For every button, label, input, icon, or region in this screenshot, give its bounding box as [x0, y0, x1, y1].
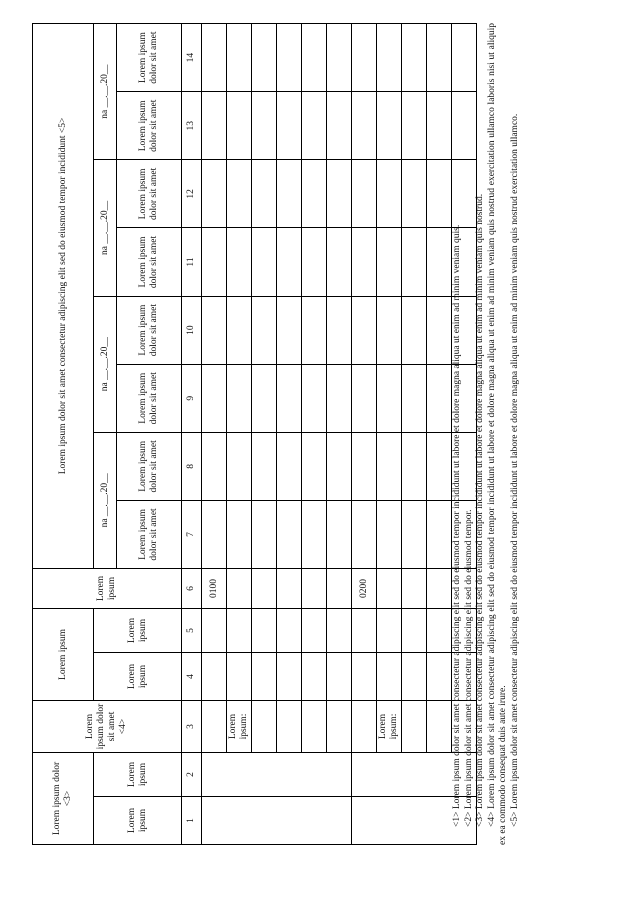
unit-header: Lorem ipsum [33, 608, 94, 700]
okei-code-cell [377, 608, 402, 652]
value-cell [227, 92, 252, 160]
row-code-cell: 0100 [202, 568, 227, 608]
value-cell [252, 500, 277, 568]
row-code-cell [377, 568, 402, 608]
direction-name-cell [202, 797, 352, 845]
value-cell [302, 364, 327, 432]
row-code-cell [427, 568, 452, 608]
value-cell [202, 160, 227, 228]
column-number: 11 [182, 228, 202, 296]
row-code-cell [402, 568, 427, 608]
row-code-cell [327, 568, 352, 608]
value-cell [252, 432, 277, 500]
value-cell [227, 228, 252, 296]
value-cell [327, 160, 352, 228]
planned-results-table [32, 23, 477, 845]
okei-code-cell [327, 608, 352, 652]
from-year-start-header: Lorem ipsum dolor sit amet [117, 432, 182, 500]
unit-name-cell [202, 652, 227, 700]
including-label: Lorem ipsum: [377, 700, 402, 752]
column-number: 5 [182, 608, 202, 652]
table-row [352, 24, 377, 845]
okei-code-cell [227, 608, 252, 652]
value-cell [352, 500, 377, 568]
table-row [227, 24, 252, 845]
value-cell [377, 432, 402, 500]
bk-code-header: Lorem ipsum [94, 752, 182, 796]
value-cell [427, 92, 452, 160]
value-cell [352, 92, 377, 160]
value-cell [227, 500, 252, 568]
period-c-header: na __.__.20__ [94, 160, 117, 296]
unit-name-cell [377, 652, 402, 700]
value-cell [277, 296, 302, 364]
value-cell [327, 228, 352, 296]
column-number: 9 [182, 364, 202, 432]
footnotes [452, 23, 521, 845]
value-cell [377, 160, 402, 228]
column-number: 3 [182, 700, 202, 752]
value-cell [227, 160, 252, 228]
unit-name-cell [252, 652, 277, 700]
table-row [252, 24, 277, 845]
value-cell [377, 92, 402, 160]
value-cell [327, 364, 352, 432]
footnote: <2> Lorem ipsum dolor sit amet consectetur adipiscing elit sed do eiusmod tempor. [463, 509, 474, 827]
from-agreement-header: Lorem ipsum dolor sit amet [117, 364, 182, 432]
value-cell [202, 432, 227, 500]
result-header: Lorem ipsum dolor sit amet <4> [33, 700, 182, 752]
value-cell [402, 228, 427, 296]
unit-name-cell [402, 652, 427, 700]
footnote: <4> Lorem ipsum dolor sit amet consectetur adipiscing elit sed do eiusmod tempor incididunt ut labore et dolore magna aliqua ut enim ad minim veniam quis nostrud exercitation ullamco laboris nisi ut aliquip ex ea commodo consequat duis aute irure. [486, 23, 508, 845]
unit-name-cell [302, 652, 327, 700]
value-cell [327, 296, 352, 364]
period-a-header: na __.__.20__ [94, 432, 117, 568]
value-cell [402, 92, 427, 160]
value-cell [202, 296, 227, 364]
okei-code-cell [302, 608, 327, 652]
result-cell [302, 700, 327, 752]
value-cell [227, 364, 252, 432]
from-agreement-header: Lorem ipsum dolor sit amet [117, 228, 182, 296]
result-cell [402, 700, 427, 752]
table-row [402, 24, 427, 845]
period-b-header: na __.__.20__ [94, 296, 117, 432]
value-cell [377, 364, 402, 432]
column-number: 7 [182, 500, 202, 568]
value-cell [302, 432, 327, 500]
value-cell [252, 92, 277, 160]
result-cell [277, 700, 302, 752]
okei-code-cell [202, 608, 227, 652]
column-number: 6 [182, 568, 202, 608]
row-code-cell [252, 568, 277, 608]
value-cell [202, 500, 227, 568]
table-row [302, 24, 327, 845]
value-cell [252, 296, 277, 364]
column-number: 4 [182, 652, 202, 700]
value-cell [327, 432, 352, 500]
including-label: Lorem ipsum: [227, 700, 252, 752]
value-cell [352, 364, 377, 432]
value-cell [252, 24, 277, 92]
value-cell [427, 500, 452, 568]
value-cell [252, 364, 277, 432]
name-header: Lorem ipsum [94, 797, 182, 845]
value-cell [352, 24, 377, 92]
table-row [202, 24, 227, 845]
value-cell [352, 432, 377, 500]
column-number: 14 [182, 24, 202, 92]
value-cell [427, 432, 452, 500]
column-number: 8 [182, 432, 202, 500]
value-cell [377, 296, 402, 364]
value-cell [277, 432, 302, 500]
period-d-header: na __.__.20__ [94, 24, 117, 160]
column-number: 12 [182, 160, 202, 228]
value-cell [202, 228, 227, 296]
value-cell [227, 296, 252, 364]
value-cell [427, 228, 452, 296]
value-cell [202, 24, 227, 92]
result-cell [202, 700, 227, 752]
direction-header: Lorem ipsum dolor <3> [33, 752, 94, 844]
value-cell [427, 364, 452, 432]
result-cell [327, 700, 352, 752]
unit-name-header: Lorem ipsum [94, 652, 182, 700]
value-cell [352, 160, 377, 228]
table-row [277, 24, 302, 845]
value-cell [277, 500, 302, 568]
table-row [327, 24, 352, 845]
table-row [377, 24, 402, 845]
row-code-cell [277, 568, 302, 608]
okei-code-cell [427, 608, 452, 652]
value-cell [327, 92, 352, 160]
value-cell [277, 92, 302, 160]
value-cell [227, 24, 252, 92]
unit-name-cell [352, 652, 377, 700]
value-cell [427, 296, 452, 364]
column-number: 1 [182, 797, 202, 845]
okei-code-header: Lorem ipsum [94, 608, 182, 652]
footnote: <1> Lorem ipsum dolor sit amet consectetur adipiscing elit sed do eiusmod tempor incididunt ut labore et dolore magna aliqua ut enim ad minim veniam quis. [452, 224, 462, 827]
value-cell [427, 24, 452, 92]
from-agreement-header: Lorem ipsum dolor sit amet [117, 92, 182, 160]
unit-name-cell [277, 652, 302, 700]
column-number: 10 [182, 296, 202, 364]
value-cell [402, 432, 427, 500]
from-year-start-header: Lorem ipsum dolor sit amet [117, 24, 182, 92]
footnote: <3> Lorem ipsum dolor sit amet consectetur adipiscing elit sed do eiusmod tempor incididunt ut labore et dolore magna aliqua ut enim ad minim veniam quis nostrud. [475, 193, 485, 827]
row-code-cell [227, 568, 252, 608]
result-cell [252, 700, 277, 752]
value-cell [302, 160, 327, 228]
value-cell [252, 160, 277, 228]
column-number: 2 [182, 752, 202, 796]
result-cell [427, 700, 452, 752]
value-cell [302, 228, 327, 296]
value-cell [302, 24, 327, 92]
row-code-cell: 0200 [352, 568, 377, 608]
value-cell [302, 296, 327, 364]
bk-code-cell [202, 752, 352, 796]
value-cell [277, 228, 302, 296]
row-code-header: Lorem ipsum [33, 568, 182, 608]
from-agreement-header: Lorem ipsum dolor sit amet [117, 500, 182, 568]
value-cell [352, 228, 377, 296]
value-cell [402, 24, 427, 92]
column-number: 13 [182, 92, 202, 160]
value-cell [327, 500, 352, 568]
value-cell [202, 92, 227, 160]
okei-code-cell [402, 608, 427, 652]
row-code-cell [302, 568, 327, 608]
value-cell [402, 500, 427, 568]
value-cell [302, 92, 327, 160]
value-cell [377, 228, 402, 296]
value-cell [427, 160, 452, 228]
value-cell [302, 500, 327, 568]
okei-code-cell [352, 608, 377, 652]
value-cell [402, 364, 427, 432]
header-row-1 [33, 24, 94, 845]
value-cell [327, 24, 352, 92]
unit-name-cell [227, 652, 252, 700]
value-cell [202, 364, 227, 432]
okei-code-cell [277, 608, 302, 652]
footnote: <5> Lorem ipsum dolor sit amet consectetur adipiscing elit sed do eiusmod tempor incididunt ut labore et dolore magna aliqua ut enim ad minim veniam quis nostrud exercitation ullamco. [509, 113, 520, 827]
result-cell [352, 700, 377, 752]
unit-name-cell [327, 652, 352, 700]
unit-name-cell [427, 652, 452, 700]
value-cell [352, 296, 377, 364]
value-cell [402, 160, 427, 228]
value-cell [277, 160, 302, 228]
value-cell [377, 500, 402, 568]
value-cell [377, 24, 402, 92]
from-year-start-header: Lorem ipsum dolor sit amet [117, 296, 182, 364]
planned-values-header: Lorem ipsum dolor sit amet consectetur adipiscing elit sed do eiusmod tempor incididunt <5> [33, 24, 94, 569]
value-cell [252, 228, 277, 296]
value-cell [277, 364, 302, 432]
okei-code-cell [252, 608, 277, 652]
value-cell [277, 24, 302, 92]
column-number-row [182, 24, 202, 845]
table-row [427, 24, 452, 845]
value-cell [402, 296, 427, 364]
from-year-start-header: Lorem ipsum dolor sit amet [117, 160, 182, 228]
value-cell [227, 432, 252, 500]
